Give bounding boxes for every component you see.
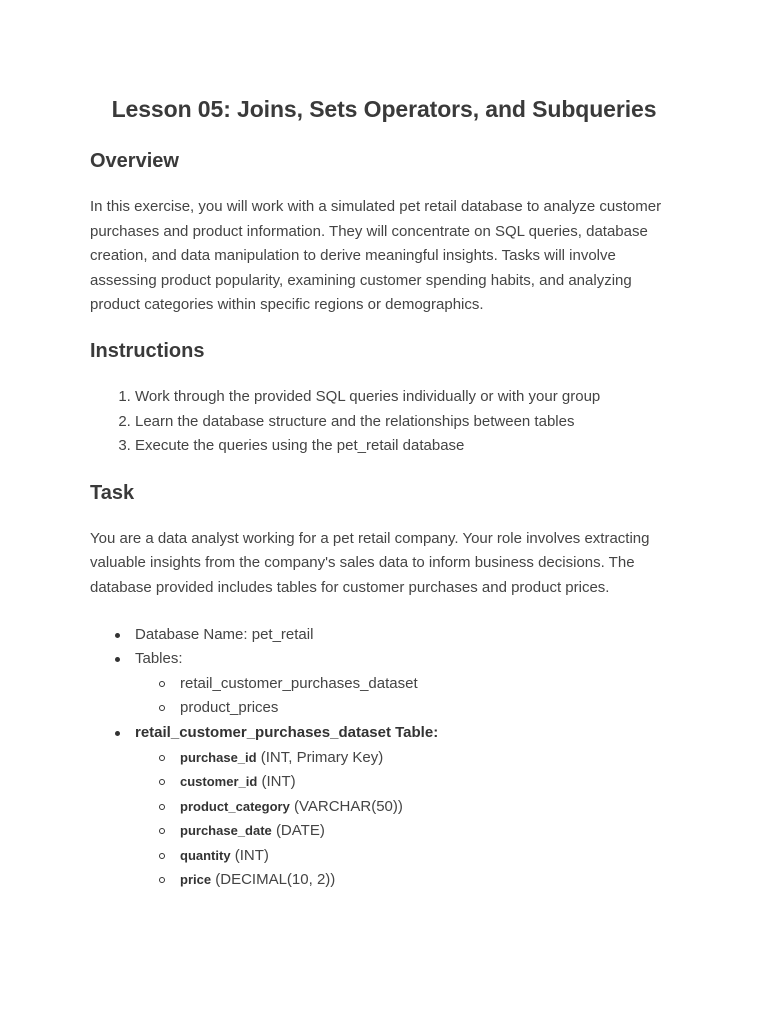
tables-item: [135, 647, 678, 721]
task-paragraph: You are a data analyst working for a pet retail company. Your role involves extracting valuable insights from the company's sales data to inform business decisions. The database provided includes tables for customer purchases and product prices.: [90, 529, 650, 596]
overview-heading: Overview: [90, 150, 179, 172]
instruction-item: 3. Execute the queries using the pet_retail database: [135, 434, 678, 459]
column-type: (INT, Primary Key): [260, 748, 384, 766]
column-item: [180, 819, 678, 844]
database-name-item: Database Name: pet_retail: [135, 623, 678, 648]
table-name-item: retail_customer_purchases_dataset: [180, 672, 678, 697]
column-item: [180, 868, 678, 893]
tables-list: [135, 672, 678, 721]
database-details-list: [90, 623, 678, 894]
column-item: [180, 746, 678, 771]
page-title: Lesson 05: Joins, Sets Operators, and Subqueries: [111, 96, 657, 122]
instructions-heading: Instructions: [90, 339, 205, 362]
column-type: (DECIMAL(10, 2)): [215, 871, 336, 889]
column-type: (VARCHAR(50)): [293, 797, 403, 815]
column-name: customer_id: [180, 774, 258, 790]
tables-label: Tables:: [135, 650, 183, 668]
task-heading: Task: [90, 481, 135, 504]
column-type: (INT): [261, 773, 296, 791]
column-type: (INT): [234, 846, 269, 864]
column-name: quantity: [180, 847, 231, 863]
column-item: [180, 770, 678, 795]
column-item: [180, 844, 678, 869]
column-type: (DATE): [275, 822, 325, 840]
column-name: purchase_date: [180, 823, 272, 839]
column-name: purchase_id: [180, 749, 257, 765]
instructions-list: [90, 385, 678, 459]
table-schema-item: [135, 721, 678, 893]
overview-paragraph: In this exercise, you will work with a simulated pet retail database to analyze customer purchases and product information. They will concentrate on SQL queries, database creation, and data manipulation to derive meaningful insights. Tasks will involve assessing product popularity, examining customer spending habits, and analyzing product categories within specific regions or demographics.: [90, 198, 662, 314]
table-schema-heading: retail_customer_purchases_dataset Table:: [135, 723, 439, 741]
instruction-item: 2. Learn the database structure and the relationships between tables: [135, 410, 678, 435]
column-name: price: [180, 872, 212, 888]
table-name-item: product_prices: [180, 696, 678, 721]
instruction-item: 1. Work through the provided SQL queries individually or with your group: [135, 385, 678, 410]
column-item: [180, 795, 678, 820]
column-name: product_category: [180, 798, 290, 814]
columns-list: [135, 746, 678, 894]
